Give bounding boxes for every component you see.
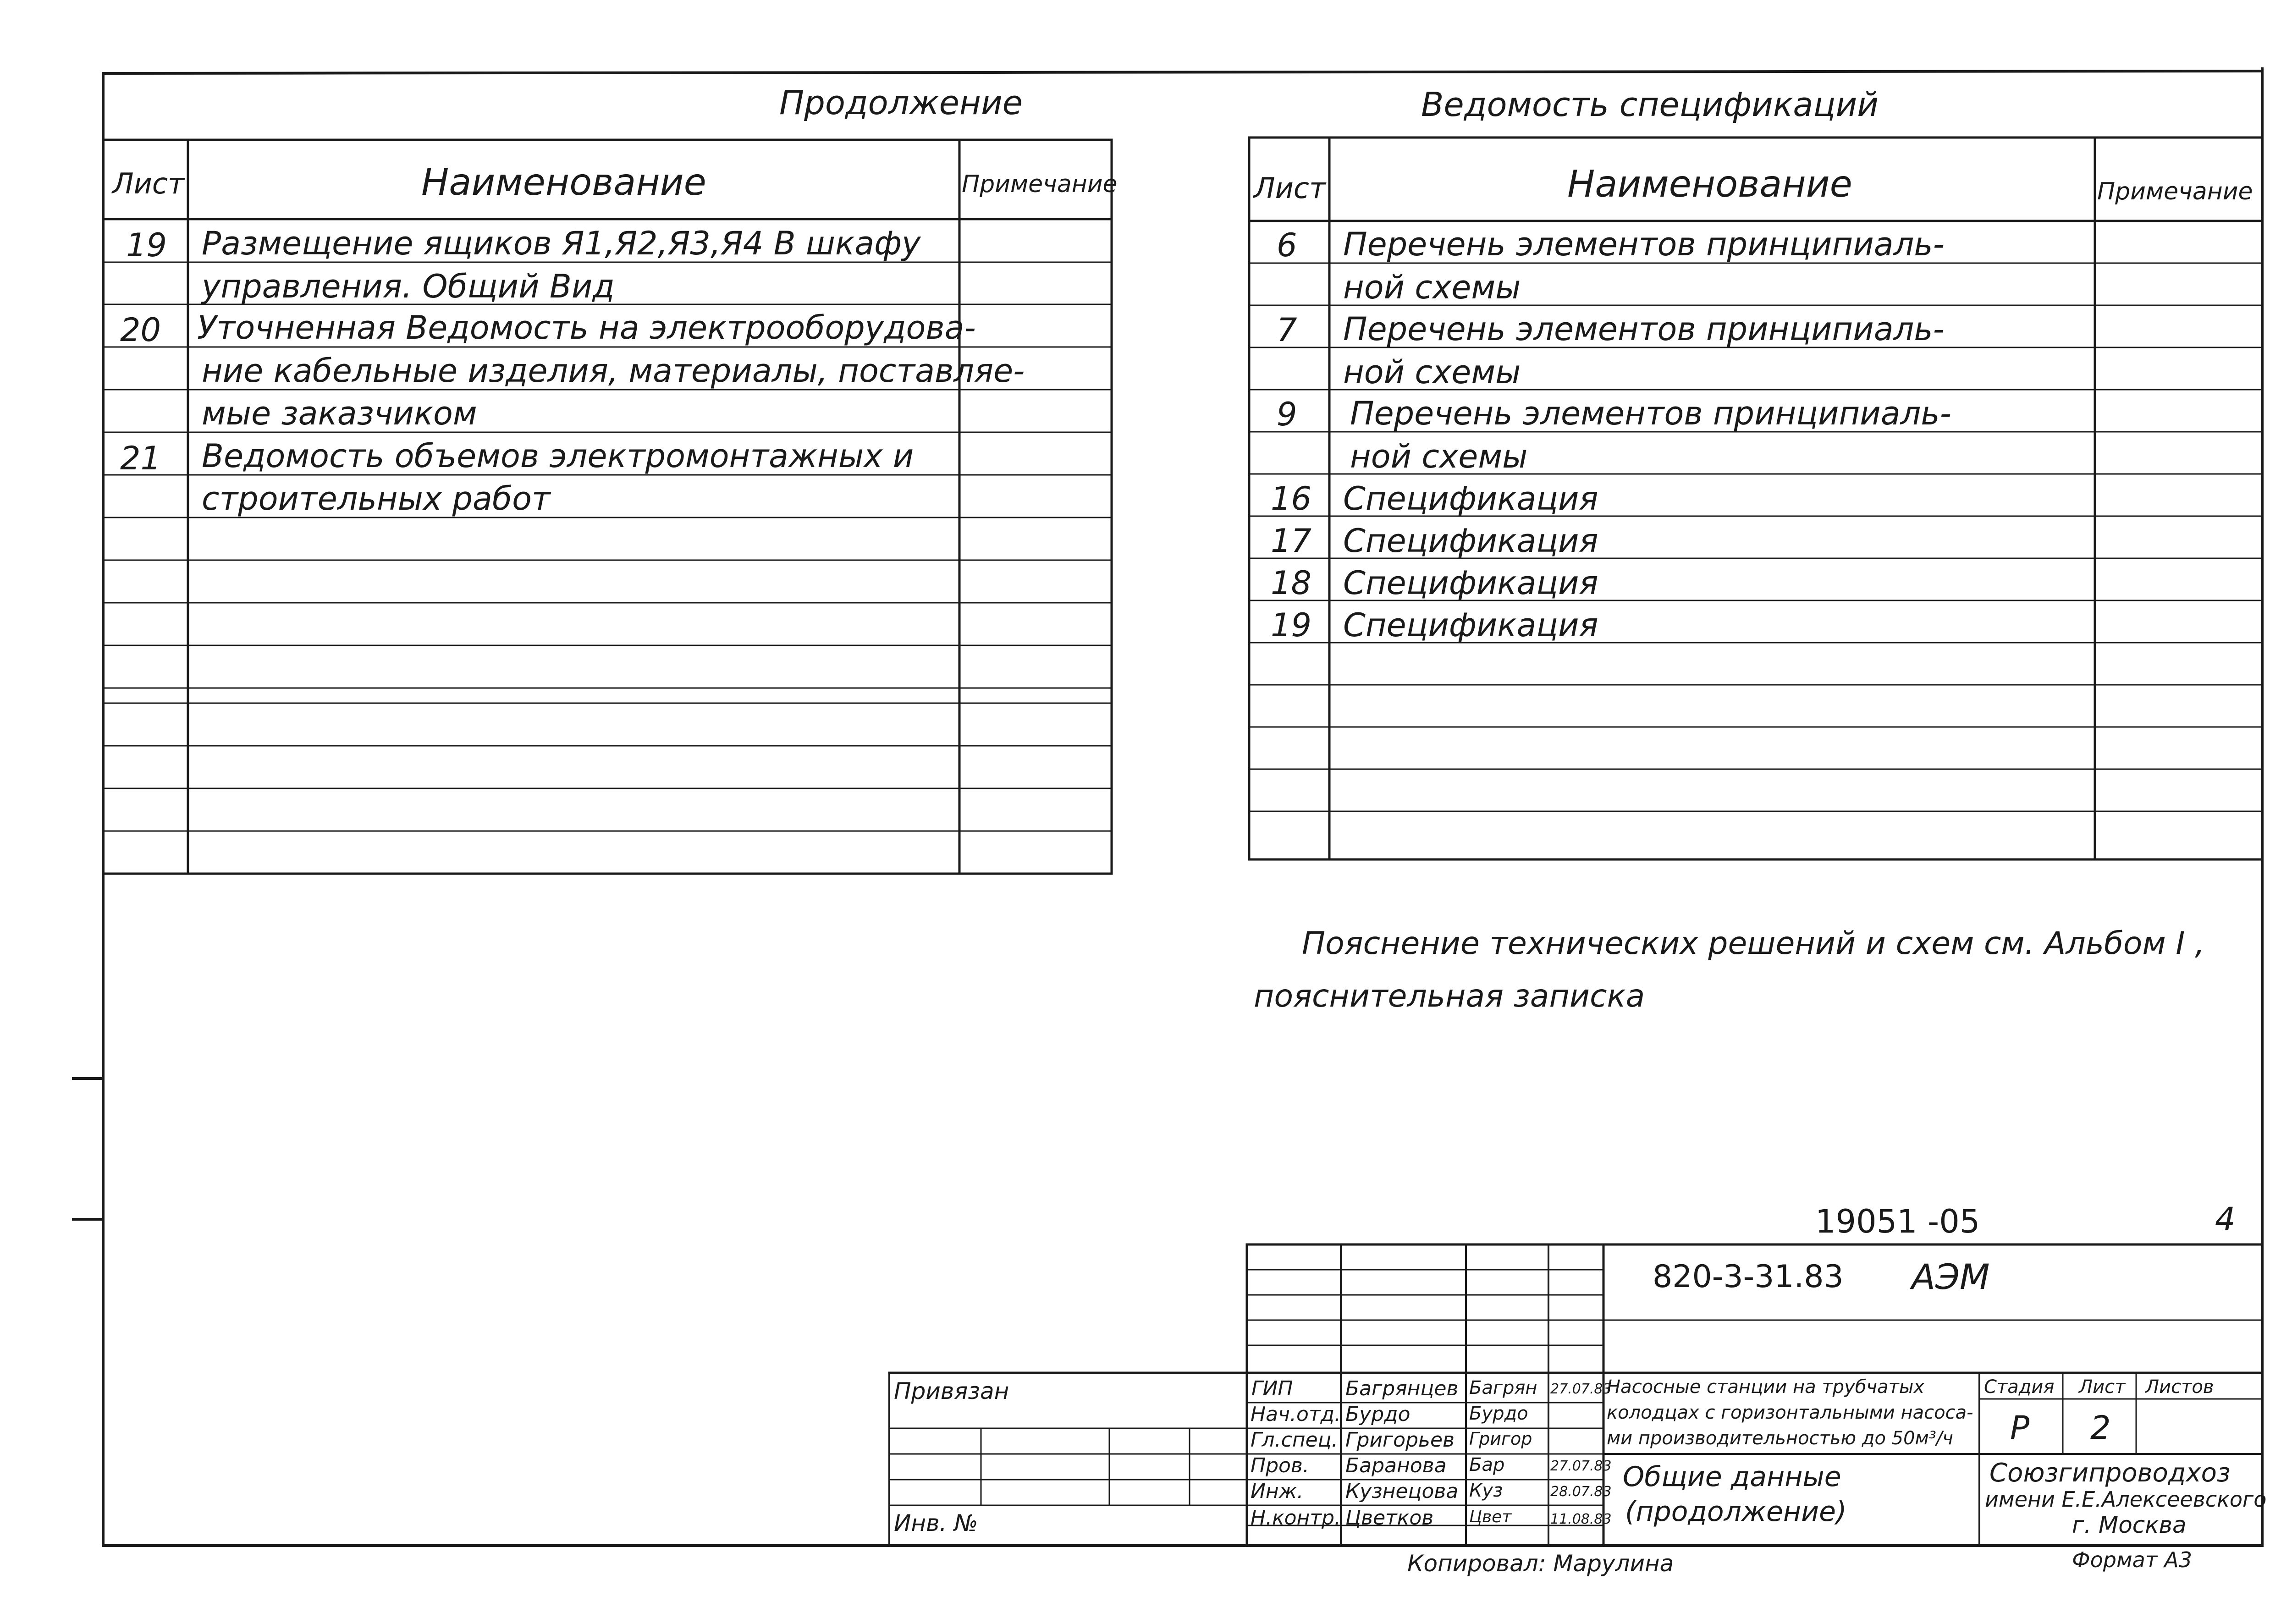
organization-line: Союзгипроводхоз: [1989, 1458, 2231, 1488]
signature-name: Багрянцев: [1345, 1377, 1459, 1400]
right-row-text: Спецификация: [1343, 606, 1598, 644]
right-row-sheet: 18: [1271, 564, 1312, 602]
stage-header: Стадия: [1984, 1376, 2055, 1398]
inventory-label: Инв. №: [894, 1510, 978, 1536]
organization-line: г. Москва: [2072, 1512, 2187, 1538]
signature-date: 27.07.83: [1550, 1381, 1612, 1397]
right-row-text: Перечень элементов принципиаль-: [1343, 226, 1945, 263]
paper-format: Формат А3: [2072, 1547, 2192, 1572]
signature-role: ГИП: [1251, 1377, 1293, 1400]
signature-name: Бурдо: [1345, 1403, 1410, 1426]
left-row-text: строительных работ: [202, 480, 551, 517]
left-row-sheet: 19: [126, 226, 167, 264]
signature-role: Инж.: [1251, 1480, 1304, 1503]
signature-mark: Бурдо: [1469, 1403, 1528, 1424]
right-row-sheet: 16: [1271, 480, 1312, 517]
sheet-value: 2: [2090, 1409, 2111, 1447]
explanation-note-line2: пояснительная записка: [1254, 978, 1645, 1014]
corner-mark: 4: [2215, 1200, 2236, 1238]
right-row-sheet: 6: [1277, 226, 1297, 264]
right-row-text: ной схемы: [1350, 438, 1528, 475]
left-row-sheet: 20: [120, 311, 161, 349]
signature-mark: Багрян: [1469, 1377, 1537, 1398]
right-row-sheet: 7: [1277, 311, 1297, 349]
stage-value: Р: [2010, 1409, 2030, 1447]
sheet-header: Лист: [2079, 1376, 2126, 1398]
right-row-text: Перечень элементов принципиаль-: [1343, 310, 1945, 348]
right-row-text: Перечень элементов принципиаль-: [1350, 395, 1951, 432]
document-code: АЭМ: [1912, 1256, 1990, 1297]
copied-by: Копировал: Марулина: [1407, 1550, 1674, 1577]
right-row-text: Спецификация: [1343, 564, 1598, 602]
left-row-text: Уточненная Ведомость на электрооборудова-: [197, 309, 976, 347]
left-header-note: Примечание: [962, 171, 1118, 198]
right-header-name: Наименование: [1567, 163, 1852, 205]
signature-date: 28.07.83: [1550, 1484, 1612, 1500]
right-row-text: Спецификация: [1343, 480, 1598, 517]
right-row-sheet: 9: [1277, 396, 1297, 433]
right-row-sheet: 19: [1271, 606, 1312, 644]
project-title-line: колодцах с горизонтальными насоса-: [1607, 1402, 1973, 1423]
left-row-text: Ведомость объемов электромонтажных и: [202, 437, 914, 475]
signature-mark: Куз: [1469, 1480, 1503, 1501]
left-row-text: управления. Общий Вид: [202, 268, 615, 305]
right-row-sheet: 17: [1271, 522, 1312, 560]
signature-name: Баранова: [1345, 1454, 1447, 1477]
left-row-sheet: 21: [120, 440, 161, 477]
project-title-line: ми производительностью до 50м³/ч: [1607, 1428, 1953, 1449]
signature-mark: Бар: [1469, 1454, 1505, 1475]
signature-role: Нач.отд.: [1251, 1403, 1341, 1426]
right-header-sheet: Лист: [1254, 171, 1326, 205]
sheets-header: Листов: [2145, 1376, 2214, 1398]
signature-mark: Григор: [1469, 1429, 1532, 1449]
left-row-text: мые заказчиком: [202, 395, 477, 432]
designation: 820-3-31.83: [1653, 1259, 1844, 1295]
project-title-line: Насосные станции на трубчатых: [1607, 1376, 1925, 1398]
left-row-text: ние кабельные изделия, материалы, поставляе-: [202, 352, 1025, 390]
signature-mark: Цвет: [1469, 1508, 1512, 1526]
signature-role: Пров.: [1251, 1454, 1309, 1477]
left-table-caption: Продолжение: [779, 83, 1023, 122]
signature-name: Цветков: [1345, 1506, 1434, 1530]
left-header-name: Наименование: [421, 161, 706, 204]
tied-label: Привязан: [894, 1378, 1009, 1404]
right-row-text: ной схемы: [1343, 353, 1521, 391]
signature-date: 11.08.83: [1550, 1511, 1612, 1527]
explanation-note-line1: Пояснение технических решений и схем см. Альбом I ,: [1302, 925, 2205, 962]
inventory-number: 19051 -05: [1815, 1203, 1980, 1240]
signature-role: Гл.спец.: [1251, 1428, 1338, 1452]
left-row-text: Размещение ящиков Я1,Я2,Я3,Я4 В шкафу: [202, 225, 921, 262]
signature-date: 27.07.83: [1550, 1458, 1612, 1474]
right-table-caption: Ведомость спецификаций: [1421, 85, 1879, 124]
sheet-title-line: (продолжение): [1625, 1496, 1847, 1528]
right-row-text: Спецификация: [1343, 522, 1598, 560]
signature-name: Кузнецова: [1345, 1480, 1459, 1503]
organization-line: имени Е.Е.Алексеевского: [1985, 1487, 2267, 1512]
right-header-note: Примечание: [2097, 178, 2253, 205]
right-row-text: ной схемы: [1343, 269, 1521, 306]
signature-role: Н.контр.: [1251, 1506, 1341, 1530]
sheet-title-line: Общие данные: [1623, 1461, 1841, 1493]
left-header-sheet: Лист: [112, 167, 185, 200]
signature-name: Григорьев: [1345, 1428, 1455, 1452]
